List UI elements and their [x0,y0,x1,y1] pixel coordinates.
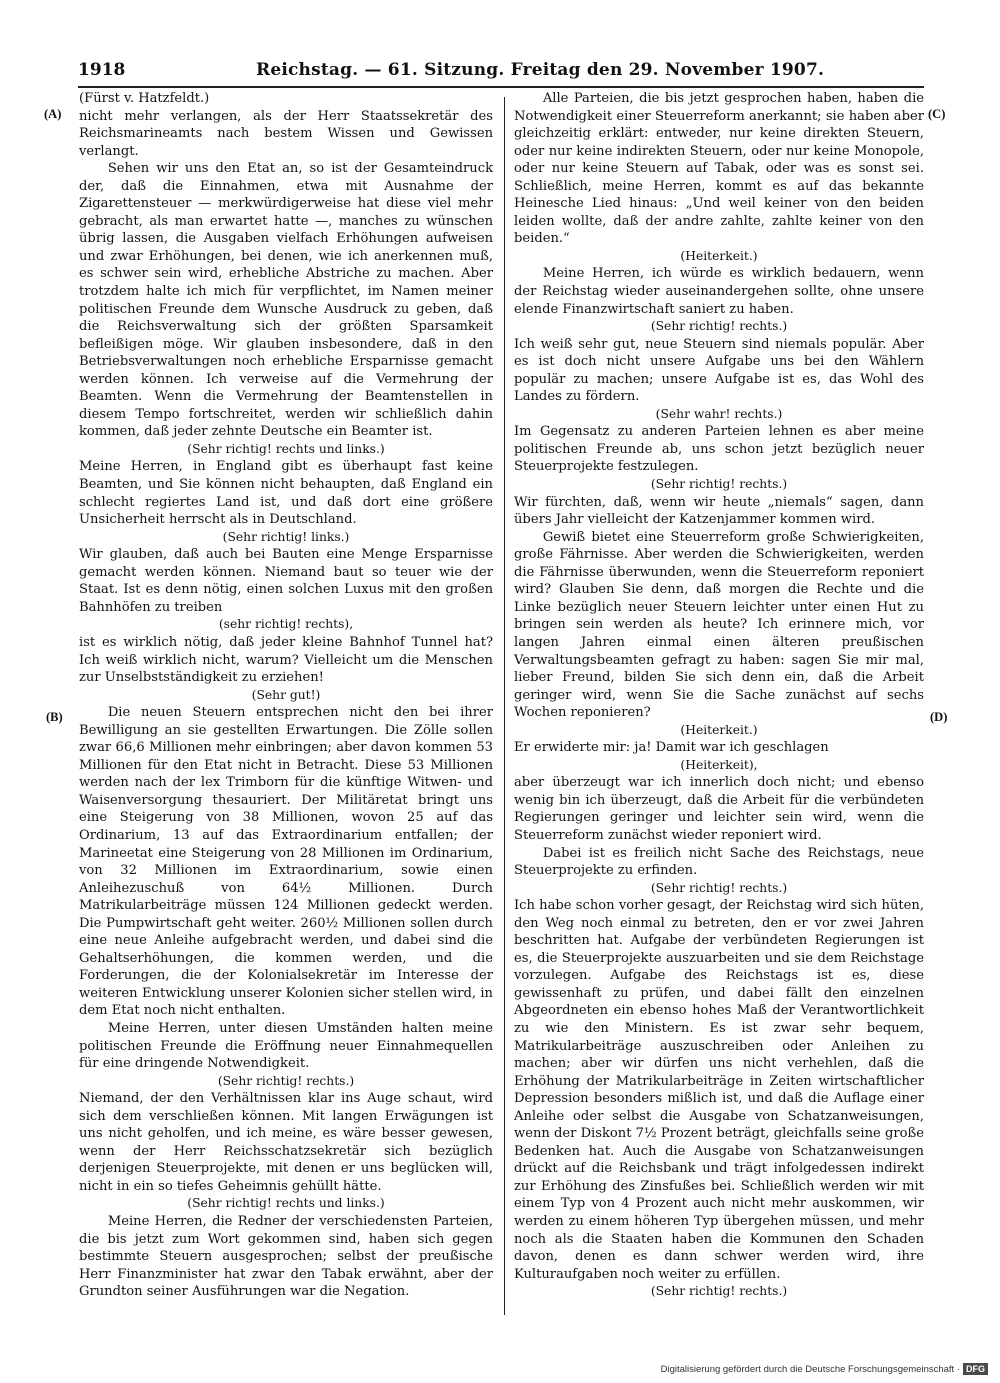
interjection: (Sehr richtig! rechts.) [650,880,788,895]
left-column [79,90,493,1301]
margin-marker-d: (D) [930,710,948,724]
page-number: 1918 [78,60,126,80]
interjection: (Sehr richtig! rechts und links.) [187,441,385,456]
paragraph: Wir glauben, daß auch bei Bauten eine Menge Ersparnisse gemacht werden können. Niemand baut so teuer wie der Staat. Ist es denn nötig, einen solchen Luxus mit den großen Bahnhöfen zu treiben [79,547,493,615]
right-column [514,90,924,1301]
margin-marker-a: (A) [44,107,62,121]
footer-credit [661,1363,988,1375]
column-divider [504,97,505,1315]
paragraph: Wir fürchten, daß, wenn wir heute „niemals“ sagen, dann übers Jahr vielleicht der Katzenjammer kommen wird. [514,494,924,528]
dfg-logo: DFG [963,1363,988,1375]
margin-marker-b: (B) [46,710,63,724]
paragraph: Sehen wir uns den Etat an, so ist der Gesamteindruck der, daß die Einnahmen, etwa mit Ausnahme der Zigarettensteuer — merkwürdigerweise hat diese viel mehr gebracht, als man erwartet hatte —, manches zu wünschen übrig lassen, die Ausgaben vielfach Erhöhungen aufweisen und zwar Erhöhungen, bei denen, wie ich anerkennen muß, es schwer sein wird, erhebliche Abstriche zu machen. Aber trotzdem halte ich mich für verpflichtet, im Namen meiner politischen Freunde dem Wunsche Ausdruck zu geben, daß die Reichsverwaltung sich der größten Sparsamkeit befleißigen möge. Wir glauben insbesondere, daß in den Betriebsverwaltungen noch erhebliche Ersparnisse gemacht werden können. Ich verweise auf die Vermehrung der Beamten. Wenn die Vermehrung der Beamtenstellen in diesem Tempo fortschreitet, werden wir schließlich dahin kommen, daß jeder zehnte Deutsche ein Beamter ist. [79,161,493,440]
interjection: (Heiterkeit.) [680,248,758,263]
paragraph: Ich habe schon vorher gesagt, der Reichstag wird sich hüten, den Weg noch einmal zu betreten, den er vor zwei Jahren beschritten hat. Aufgabe der verbündeten Regierungen ist es, die Steuerprojekte auszuarbeiten und sie dem Reichstage vorzulegen. Aufgabe des Reichstags ist es, diese gewissenhaft zu prüfen, und dabei fällt den einzelnen Abgeordneten ein ebenso hohes Maß der Verantwortlichkeit zu wie den Ministern. Es ist zwar sehr bequem, Matrikularbeiträge auszuschreiben oder Anleihen zu machen; aber wir dürfen uns nicht verhehlen, daß die Erhöhung der Matrikularbeiträge in Zeiten wirtschaftlicher Depression besonders mißlich ist, und daß die Auflage einer Anleihe oder selbst die Ausgabe von Schatzanweisungen, wenn der Diskont 7½ Prozent beträgt, gleichfalls seine große Bedenken hat. Auch die Ausgabe von Schatzanweisungen drückt auf die Reichsbank und trägt infolgedessen indirekt zur Erhöhung des Zinsfußes bei. Schließlich werden wir mit einem Typ von 4 Prozent auch nicht mehr auskommen, wir werden zu einem höheren Typ übergehen müssen, und mehr noch als die Staaten haben die Kommunen den Schaden davon, denen es dann schwer werden wird, ihre Kulturaufgaben noch weiter zu erfüllen. [514,898,924,1282]
running-title: Reichstag. — 61. Sitzung. Freitag den 29. November 1907. [256,60,825,80]
paragraph: nicht mehr verlangen, als der Herr Staatssekretär des Reichsmarineamts nach bestem Wissen und Gewissen verlangt. [79,108,493,159]
paragraph: Meine Herren, unter diesen Umständen halten meine politischen Freunde die Eröffnung neuer Einnahmequellen für eine dringende Notwendigkeit. [79,1020,493,1072]
interjection: (Heiterkeit), [680,757,758,772]
interjection: (Sehr richtig! rechts.) [217,1073,355,1088]
paragraph: aber überzeugt war ich innerlich doch nicht; und ebenso wenig bin ich überzeugt, daß die Arbeit für die verbündeten Regierungen geringer und leichter sein wird, wenn die Steuerreform zunächst wieder reponiert wird. [514,775,924,843]
page-header [78,58,924,84]
paragraph: Meine Herren, in England gibt es überhaupt fast keine Beamten, und Sie können nicht behaupten, daß England ein schlecht regiertes Land ist, und daß dort eine größere Unsicherheit herrscht als in Deutschland. [79,459,493,528]
paragraph: Ich weiß sehr gut, neue Steuern sind niemals populär. Aber es ist doch nicht unsere Aufgabe uns bei den Wählern populär zu machen; unsere Aufgabe ist es, das Wohl des Landes zu fördern. [514,336,924,405]
header-rule [78,86,924,88]
interjection: (Sehr richtig! rechts und links.) [187,1196,385,1211]
footer-text: Digitalisierung gefördert durch die Deutsche Forschungsgemeinschaft · [660,1364,960,1375]
paragraph: Meine Herren, die Redner der verschiedensten Parteien, die bis jetzt zum Wort gekommen sind, haben sich gegen bestimmte Steuern ausgesprochen; selbst der preußische Herr Finanzminister hat zwar den Tabak erwähnt, aber der Grundton seiner Ausführungen war die Negation. [79,1214,493,1300]
paragraph: Gewiß bietet eine Steuerreform große Schwierigkeiten, große Fährnisse. Aber werden die Schwierigkeiten, werden die Fährnisse überwunden, wenn die Steuerreform reponiert wird? Glauben Sie denn, daß morgen die Rechte und die Linke bezüglich neuer Steuern leichter unter einen Hut zu bringen sein werden als heute? Ich erinnere mich, vor langen Jahren einmal einen älteren preußischen Verwaltungsbeamten gefragt zu haben: sagen Sie mir mal, lieber Freund, bilden Sie sich denn ein, daß die Arbeit geringer wird, wenn Sie die Sache zunächst auf sechs Wochen reponieren? [514,529,924,721]
paragraph: Er erwiderte mir: ja! Damit war ich geschlagen [514,740,829,756]
margin-marker-c: (C) [928,107,946,121]
interjection: (Sehr richtig! rechts.) [650,319,788,334]
interjection: (Sehr richtig! rechts.) [650,477,788,492]
paragraph: (Fürst v. Hatzfeldt.) [79,91,210,106]
paragraph: Dabei ist es freilich nicht Sache des Reichstags, neue Steuerprojekte zu erfinden. [514,845,924,879]
paragraph: Alle Parteien, die bis jetzt gesprochen haben, haben die Notwendigkeit einer Steuerreform anerkannt; sie haben aber gleichzeitig erklärt: entweder, nur keine direkten Steuern, oder nur keine indirekten Steuern, oder nur keine Monopole, oder nur keine Steuern auf Tabak, oder was es sonst sei. Schließlich, meine Herren, kommt es auf das bekannte Heinesche Lied hinaus: „Und weil keiner von den beiden leiden wollte, daß der andre zahlte, zahlte keiner von den beiden.“ [514,91,924,247]
paragraph: Im Gegensatz zu anderen Parteien lehnen es aber meine politischen Freunde ab, uns schon jetzt bezüglich neuer Steuerprojekte festzulegen. [514,424,924,475]
interjection: (sehr richtig! rechts), [218,617,354,632]
interjection: (Heiterkeit.) [680,722,758,737]
interjection: (Sehr richtig! links.) [222,529,350,544]
paragraph: Niemand, der den Verhältnissen klar ins Auge schaut, wird sich dem verschließen können. Mit langen Erwägungen ist uns nicht geholfen, und ich meine, es wäre besser gewesen, wenn der Herr Reichsschatzsekretär sich bezüglich derjenigen Steuerprojekte, mit denen er uns beglücken will, nicht in ein so tiefes Geheimnis gehüllt hätte. [79,1091,493,1194]
interjection: (Sehr richtig! rechts.) [650,1284,788,1299]
paragraph: ist es wirklich nötig, daß jeder kleine Bahnhof Tunnel hat? Ich weiß wirklich nicht, warum? Vielleicht um die Menschen zur Unselbstständigkeit zu erziehen! [79,634,493,686]
paragraph: Meine Herren, ich würde es wirklich bedauern, wenn der Reichstag wieder auseinandergehen sollte, ohne unsere elende Finanzwirtschaft saniert zu haben. [514,266,924,317]
interjection: (Sehr wahr! rechts.) [655,406,783,421]
paragraph: Die neuen Steuern entsprechen nicht den bei ihrer Bewilligung an sie gestellten Erwartungen. Die Zölle sollen zwar 66,6 Millionen mehr einbringen; aber davon kommen 53 Millionen für den Etat nicht in Betracht. Diese 53 Millionen werden nach der lex Trimborn für die künftige Witwen- und Waisenversorgung thesauriert. Der Militäretat bringt uns eine Steigerung von 38 Millionen, wovon 25 auf das Ordinarium, 13 auf das Extraordinarium entfallen; der Marineetat eine Steigerung von 28 Millionen im Ordinarium, von 32 Millionen im Extraordinarium, sowie einen Anleihezuschuß von 64½ Millionen. Durch Matrikularbeiträge müssen 124 Millionen gedeckt werden. Die Pumpwirtschaft geht weiter. 260½ Millionen sollen durch eine neue Anleihe aufgebracht werden, und dabei sind die Gehaltserhöhungen, die kommen werden, und die Forderungen, die der Kolonialsekretär im Interesse der weiteren Entwicklung unserer Kolonien sicher stellen wird, in dem Etat noch nicht enthalten. [79,705,493,1019]
interjection: (Sehr gut!) [251,687,321,702]
